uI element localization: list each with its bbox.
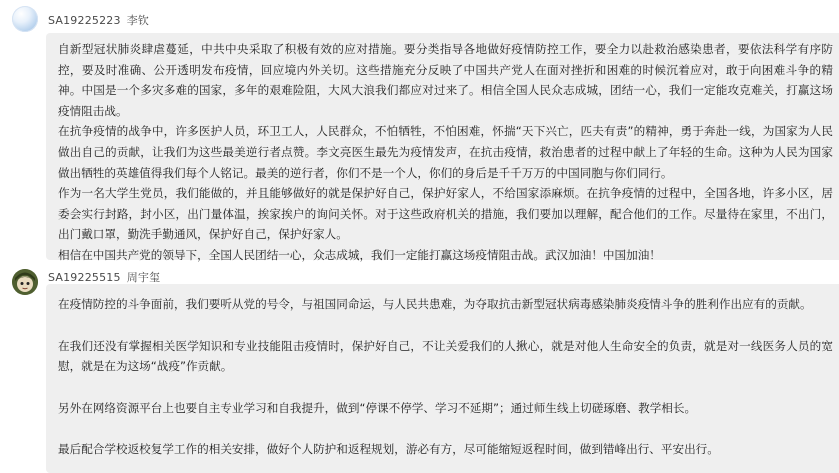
user-name[interactable]: 李钦 — [126, 14, 150, 27]
user-name[interactable]: 周宇玺 — [126, 271, 161, 284]
comment-bubble — [46, 284, 839, 473]
green-cartoon-face-icon — [12, 269, 38, 295]
comment-paragraph: 相信在中国共产党的领导下，全国人民团结一心，众志成城，我们一定能打赢这场疫情阻击战。武汉加油！中国加油！ — [58, 247, 661, 262]
comment-paragraph: 在我们还没有掌握相关医学知识和专业技能阻击疫情时，保护好自己，不让关爱我们的人揪心，就是对他人生命安全的负责，就是对一线医务人员的宽慰，就是在为这场“战疫”作贡献。 — [58, 338, 833, 374]
post-author — [48, 12, 149, 28]
comment-paragraph: 作为一名大学生党员，我们能做的，并且能够做好的就是保护好自己，保护好家人，不给国家添麻烦。在抗争疫情的过程中，全国各地，许多小区，居委会实行封路，封小区，出门量体温，挨家挨户的询问关怀。对于这些政府机关的措施，我们要加以理解，配合他们的工作。尽量待在家里，不出门，出门戴口罩，勤洗手勤通风，保护好自己，保护好家人。 — [58, 186, 833, 242]
user-avatar[interactable] — [12, 6, 38, 32]
comment-paragraph: 自新型冠状肺炎肆虐蔓延，中共中央采取了积极有效的应对措施。要分类指导各地做好疫情防控工作，要全力以赴救治感染患者，要依法科学有序防控，要及时准确、公开透明发布疫情，回应境内外关切。这些措施充分反映了中国共产党人在面对挫折和困难的时候沉着应对，敢于向困难斗争的精神。中国是一个多灾多难的国家，多年的艰难险阻，大风大浪我们都应对过来了。相信全国人民众志成城，团结一心，我们一定能攻克难关，打赢这场疫情阻击战。 — [58, 42, 833, 118]
comment-paragraph: 最后配合学校返校复学工作的相关安排，做好个人防护和返程规划，游必有方，尽可能缩短返程时间，做到错峰出行、平安出行。 — [58, 442, 719, 457]
comment-bubble — [46, 33, 839, 260]
user-id: SA19225223 — [48, 14, 121, 27]
user-id: SA19225515 — [48, 271, 121, 284]
comment-paragraph: 另外在网络资源平台上也要自主专业学习和自我提升，做到“停课不停学、学习不延期”；通过师生线上切磋琢磨、教学相长。 — [58, 400, 697, 415]
post-author — [48, 269, 160, 285]
comment-paragraph: 在疫情防控的斗争面前，我们要听从党的号令，与祖国同命运，与人民共患难，为夺取抗击新型冠状病毒感染肺炎疫情斗争的胜利作出应有的贡献。 — [58, 297, 812, 311]
comment-paragraph: 在抗争疫情的战争中，许多医护人员，环卫工人，人民群众，不怕牺牲，不怕困难，怀揣“天下兴亡，匹夫有责”的精神，勇于奔赴一线，为国家为人民做出自己的贡献，让我们为这些最美逆行者点赞。李文亮医生最先为疫情发声，在抗击疫情，救治患者的过程中献上了年轻的生命。这种为人民为国家做出牺牲的英雄值得我们每个人铭记。最美的逆行者，你们不是一个人，你们的身后是千千万万的中国同胞与你们同行。 — [58, 124, 833, 180]
user-avatar[interactable] — [12, 269, 38, 295]
